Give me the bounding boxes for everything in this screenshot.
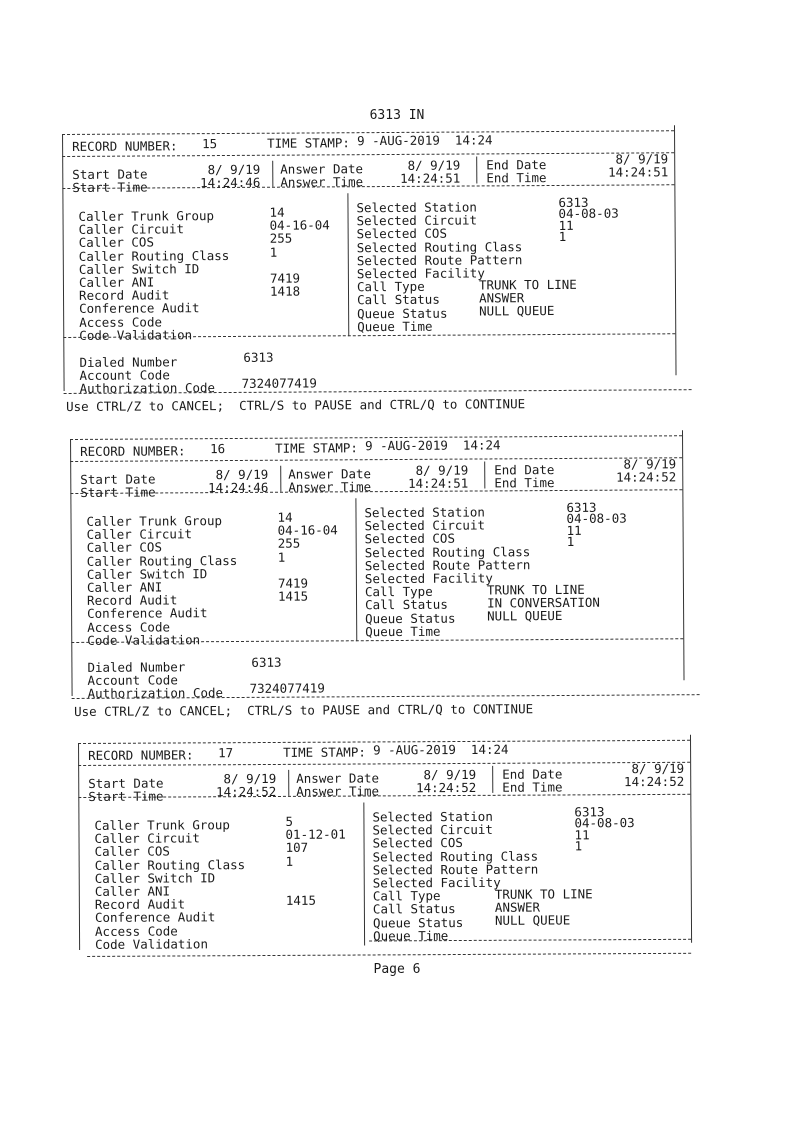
vertical-rule (70, 439, 73, 696)
selected-field-label: Call Type (364, 583, 433, 600)
caller-field-label: Caller Switch ID (86, 565, 208, 582)
time-stamp-label: TIME STAMP: (275, 440, 358, 456)
selected-field-label: Selected Station (364, 504, 485, 521)
vertical-rule (280, 466, 281, 492)
start-date-label: Start Date (80, 471, 156, 487)
end-time-value: 14:24:52 (623, 773, 685, 790)
end-time-label: End Time (494, 475, 555, 491)
answer-time-label: Answer Time (296, 783, 380, 799)
caller-field-label: Caller Routing Class (94, 856, 246, 873)
selected-field-label: Selected Circuit (356, 212, 478, 229)
end-time-value: 14:24:51 (608, 164, 669, 180)
vertical-rule (492, 766, 493, 793)
call-record-15 (62, 125, 676, 405)
selected-field-label: Selected Routing Class (356, 238, 523, 255)
selected-field-label: Selected COS (372, 835, 463, 851)
caller-field-label: Conference Audit (94, 909, 216, 926)
end-time-label: End Time (502, 779, 563, 795)
queue-status-value: NULL QUEUE (487, 607, 563, 624)
caller-field-value: 5 (285, 813, 294, 829)
caller-field-value: 14 (269, 204, 285, 220)
selected-field-label: Selected COS (364, 531, 456, 547)
answer-date-value: 8/ 9/19 (423, 766, 477, 783)
authorization-code-value: 7324077419 (241, 375, 317, 391)
caller-field-value: 1415 (285, 892, 317, 909)
selected-field-value: 1 (574, 838, 583, 854)
selected-field-value: 04-08-03 (558, 205, 619, 222)
account-code-label: Account Code (79, 367, 170, 383)
record-number-value: 16 (210, 441, 226, 457)
selected-field-label: Call Type (372, 888, 441, 904)
caller-field-label: Caller ANI (78, 274, 155, 290)
caller-field-label: Caller ANI (94, 883, 171, 899)
end-date-label: End Date (494, 462, 555, 478)
start-time-label: Start Time (72, 179, 148, 195)
answer-time-value: 14:24:51 (400, 170, 461, 186)
selected-field-label: Queue Time (373, 927, 449, 944)
authorization-code-label: Authorization Code (79, 380, 216, 396)
selected-field-label: Selected Facility (356, 265, 485, 282)
selected-field-label: Selected Route Pattern (364, 556, 531, 573)
vertical-rule (62, 134, 65, 391)
selected-field-label: Selected Routing Class (372, 848, 539, 865)
vertical-rule (347, 193, 349, 336)
page-header: 6313 IN (369, 108, 425, 123)
caller-field-label: Caller Circuit (78, 221, 185, 238)
answer-time-value: 14:24:52 (416, 779, 477, 796)
caller-field-label: Conference Audit (79, 300, 200, 317)
answer-time-value: 14:24:51 (408, 475, 469, 491)
call-status-value: ANSWER (494, 899, 541, 915)
time-stamp-label: TIME STAMP: (267, 135, 350, 151)
selected-field-label: Selected Routing Class (364, 543, 531, 560)
selected-field-value: 04-08-03 (574, 815, 635, 831)
caller-field-label: Access Code (94, 923, 178, 939)
caller-field-label: Caller ANI (86, 579, 163, 595)
dialed-number-label: Dialed Number (79, 354, 178, 370)
caller-field-label: Record Audit (86, 592, 178, 609)
vertical-rule (272, 161, 273, 187)
selected-field-label: Selected Route Pattern (372, 861, 539, 878)
selected-field-value: 04-08-03 (566, 510, 627, 527)
vertical-rule (78, 743, 80, 950)
vertical-rule (674, 125, 677, 375)
caller-field-value: 255 (277, 535, 301, 552)
caller-field-value: 14 (277, 509, 293, 525)
queue-status-value: NULL QUEUE (494, 912, 571, 928)
record-number-value: 17 (218, 745, 234, 761)
selected-field-label: Selected Route Pattern (356, 251, 523, 268)
caller-field-value: 01-12-01 (285, 826, 346, 843)
start-date-label: Start Date (88, 775, 164, 791)
caller-field-value: 04-16-04 (277, 522, 338, 538)
selected-field-label: Selected Station (356, 199, 477, 216)
call-type-value: TRUNK TO LINE (478, 276, 577, 293)
selected-field-value: 11 (566, 522, 582, 538)
selected-field-value: 6313 (574, 804, 605, 820)
selected-field-label: Call Status (372, 901, 456, 917)
selected-field-label: Selected Facility (364, 570, 493, 587)
dialed-number-value: 6313 (243, 349, 274, 365)
selected-field-label: Queue Status (357, 305, 448, 321)
answer-date-label: Answer Date (296, 770, 380, 786)
answer-time-label: Answer Time (288, 479, 372, 495)
dashed-rule (87, 953, 691, 957)
selected-field-value: 11 (574, 826, 590, 842)
caller-field-label: Caller Routing Class (86, 552, 238, 569)
caller-field-label: Access Code (87, 618, 171, 635)
call-type-value: TRUNK TO LINE (486, 581, 585, 598)
caller-field-value: 7419 (277, 575, 309, 591)
end-date-value: 8/ 9/19 (631, 760, 685, 777)
caller-field-label: Record Audit (94, 896, 186, 913)
dashed-rule (78, 794, 690, 798)
caller-field-label: Caller COS (86, 539, 163, 556)
selected-field-label: Queue Time (365, 623, 441, 639)
vertical-rule (476, 156, 477, 183)
end-date-value: 8/ 9/19 (615, 151, 669, 167)
record-number-label: RECORD NUMBER: (80, 443, 186, 459)
cancel-instructions: Use CTRL/Z to CANCEL; CTRL/S to PAUSE and CTRL/Q to CONTINUE (74, 701, 534, 719)
selected-field-value: 6313 (558, 194, 589, 210)
caller-field-value: 1 (285, 853, 294, 869)
selected-field-label: Queue Status (365, 610, 456, 626)
caller-field-value: 255 (269, 230, 293, 247)
start-time-value: 14:24:52 (216, 783, 277, 800)
selected-field-value: 11 (558, 217, 574, 233)
dashed-rule (70, 489, 682, 494)
selected-field-label: Queue Status (372, 914, 464, 931)
selected-field-value: 1 (558, 228, 567, 244)
caller-field-label: Caller Switch ID (78, 260, 200, 277)
selected-field-label: Selected Circuit (372, 822, 493, 838)
caller-field-value: 107 (285, 840, 309, 856)
caller-field-label: Record Audit (78, 287, 170, 304)
vertical-rule (363, 803, 365, 946)
selected-field-label: Call Status (365, 597, 448, 613)
end-time-label: End Time (486, 170, 547, 186)
cancel-instructions: Use CTRL/Z to CANCEL; CTRL/S to PAUSE and CTRL/Q to CONTINUE (66, 396, 526, 414)
end-date-label: End Date (502, 766, 563, 782)
page-footer: Page 6 (373, 962, 421, 977)
answer-time-label: Answer Time (280, 174, 364, 190)
caller-field-label: Caller Trunk Group (78, 208, 215, 224)
caller-field-label: Caller Trunk Group (94, 817, 230, 833)
selected-field-label: Selected Facility (372, 874, 501, 891)
time-stamp-label: TIME STAMP: (283, 744, 366, 760)
end-time-value: 14:24:52 (616, 469, 677, 485)
vertical-rule (288, 770, 289, 796)
time-stamp-value: 9 -AUG-2019 14:24 (365, 437, 501, 454)
caller-field-label: Code Validation (95, 936, 209, 952)
caller-field-label: Access Code (79, 313, 163, 330)
start-date-value: 8/ 9/19 (207, 161, 261, 178)
selected-field-label: Selected COS (356, 226, 448, 242)
start-time-value: 14:24:46 (208, 479, 269, 496)
start-date-value: 8/ 9/19 (215, 466, 269, 483)
caller-field-label: Caller Circuit (86, 526, 193, 543)
caller-field-label: Conference Audit (87, 605, 208, 622)
caller-field-value: 1 (269, 244, 278, 260)
caller-field-label: Caller Trunk Group (86, 513, 223, 529)
vertical-rule (484, 461, 485, 488)
selected-field-label: Selected Circuit (364, 517, 486, 534)
caller-field-label: Caller Circuit (94, 830, 200, 847)
start-date-label: Start Date (72, 166, 148, 182)
end-date-value: 8/ 9/19 (623, 456, 677, 472)
caller-field-value: 04-16-04 (269, 217, 330, 233)
dashed-rule (62, 184, 674, 189)
answer-date-value: 8/ 9/19 (415, 462, 469, 478)
selected-field-label: Queue Time (357, 318, 433, 334)
vertical-rule (355, 498, 357, 641)
caller-field-label: Caller COS (94, 843, 170, 860)
call-status-value: ANSWER (478, 290, 525, 306)
start-time-label: Start Time (88, 788, 164, 804)
caller-field-label: Caller COS (78, 234, 155, 251)
queue-status-value: NULL QUEUE (479, 302, 555, 319)
record-number-value: 15 (202, 136, 218, 152)
selected-field-label: Call Type (356, 278, 425, 295)
selected-field-value: 1 (566, 533, 575, 549)
selected-field-value: 6313 (566, 499, 597, 515)
end-date-label: End Date (486, 157, 547, 173)
caller-field-value: 7419 (269, 270, 301, 286)
selected-field-label: Call Status (357, 292, 440, 308)
caller-field-label: Code Validation (87, 632, 201, 648)
time-stamp-value: 9 -AUG-2019 14:24 (357, 132, 493, 149)
vertical-rule (682, 430, 685, 680)
caller-field-label: Caller Switch ID (94, 870, 216, 886)
answer-date-label: Answer Date (288, 466, 372, 482)
dialed-number-label: Dialed Number (87, 659, 186, 675)
call-status-value: IN CONVERSATION (486, 594, 600, 611)
caller-field-value: 1415 (277, 588, 309, 604)
answer-date-value: 8/ 9/19 (407, 157, 461, 173)
time-stamp-value: 9 -AUG-2019 14:24 (373, 741, 509, 758)
vertical-rule (690, 735, 692, 943)
start-time-label: Start Time (80, 484, 156, 500)
selected-field-label: Selected Station (372, 808, 493, 825)
start-date-value: 8/ 9/19 (223, 770, 277, 787)
answer-date-label: Answer Date (280, 161, 364, 177)
record-number-label: RECORD NUMBER: (88, 747, 194, 763)
start-time-value: 14:24:46 (200, 174, 261, 191)
caller-field-value: 1418 (269, 283, 301, 299)
caller-field-label: Code Validation (79, 327, 193, 343)
caller-field-label: Caller Routing Class (78, 247, 230, 264)
record-number-label: RECORD NUMBER: (72, 138, 178, 154)
account-code-label: Account Code (87, 672, 178, 688)
dialed-number-value: 6313 (251, 654, 282, 670)
call-type-value: TRUNK TO LINE (494, 886, 593, 902)
caller-field-value: 1 (277, 549, 286, 565)
authorization-code-value: 7324077419 (249, 680, 325, 696)
authorization-code-label: Authorization Code (87, 685, 224, 701)
call-record-16 (70, 430, 684, 710)
